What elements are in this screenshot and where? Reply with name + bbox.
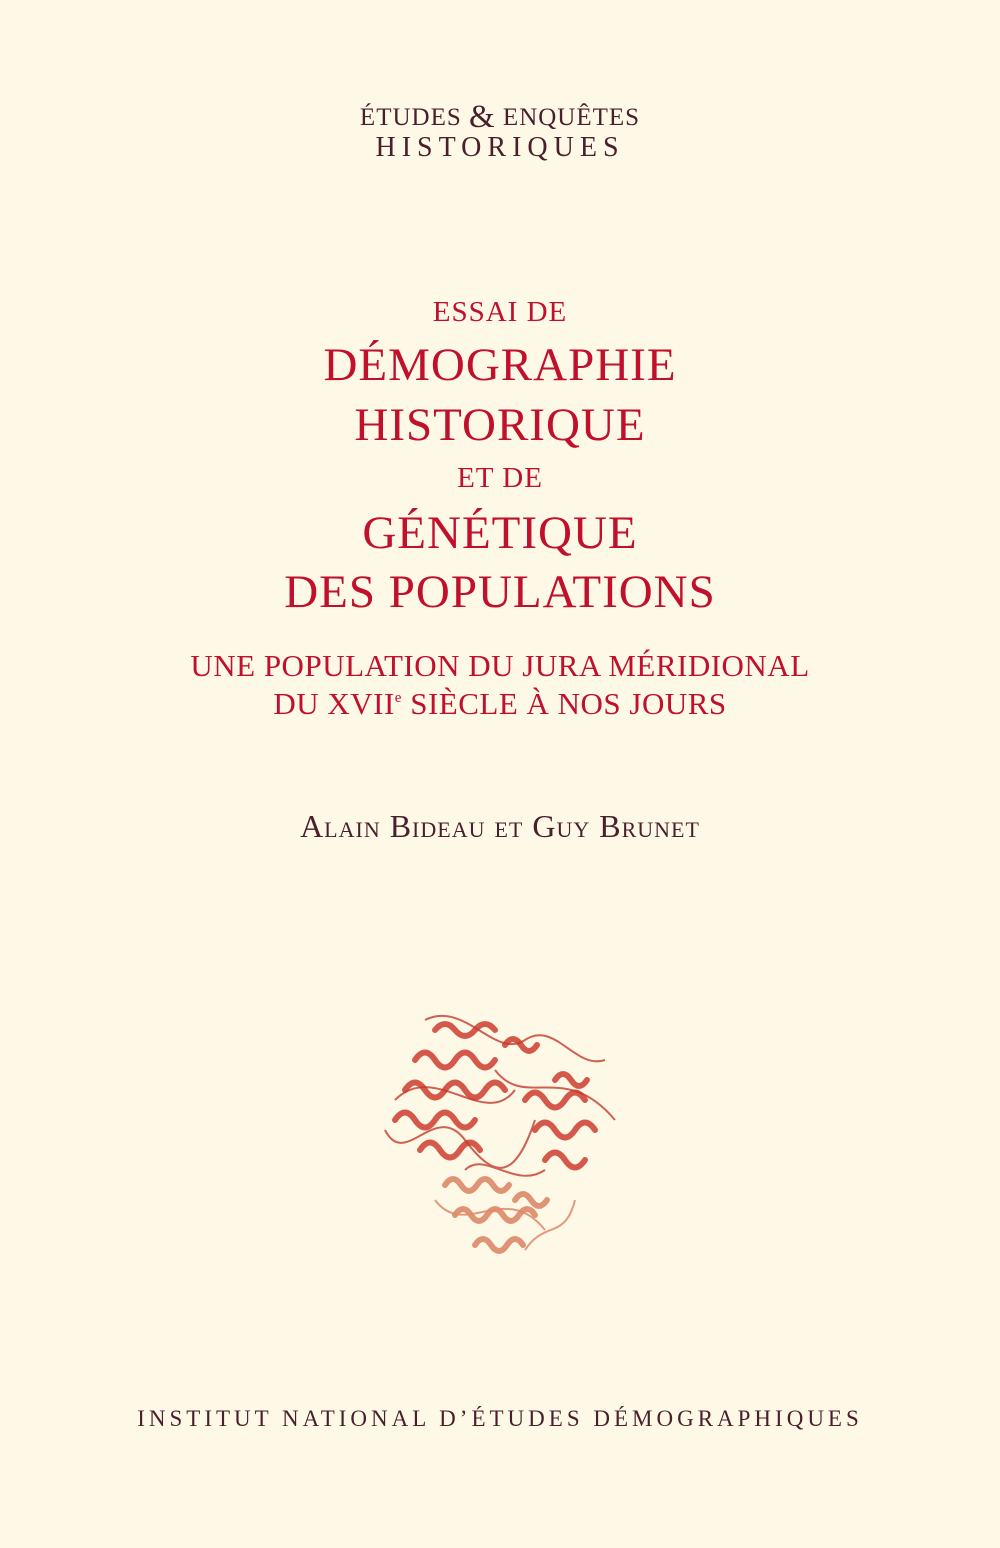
publisher: INSTITUT NATIONAL D’ÉTUDES DÉMOGRAPHIQUES <box>137 1406 863 1431</box>
subtitle-century: DU XVII <box>273 686 395 721</box>
series-word-enquetes: ENQUÊTES <box>502 104 641 131</box>
authors: Alain Bideau et Guy Brunet <box>300 808 700 844</box>
series-word-etudes: ÉTUDES <box>359 104 462 131</box>
title-line-essai: ESSAI DE <box>432 296 568 328</box>
title-line-et-de: ET DE <box>457 462 543 494</box>
series-ampersand: & <box>469 99 496 135</box>
series-line1 <box>0 99 1000 135</box>
subtitle-rest: SIÈCLE À NOS JOURS <box>401 686 727 721</box>
subtitle-line2 <box>0 686 1000 722</box>
subtitle-superscript: e <box>394 690 402 706</box>
protein-molecule-illustration <box>375 1000 625 1270</box>
title-line-populations: DES POPULATIONS <box>284 566 716 618</box>
series-logo <box>0 99 1000 163</box>
title-line-historique: HISTORIQUE <box>354 399 646 451</box>
series-line2: HISTORIQUES <box>375 132 625 163</box>
subtitle-line1: UNE POPULATION DU JURA MÉRIDIONAL <box>190 648 810 683</box>
title-line-demographie: DÉMOGRAPHIE <box>323 339 677 391</box>
title-line-genetique: GÉNÉTIQUE <box>362 507 638 559</box>
